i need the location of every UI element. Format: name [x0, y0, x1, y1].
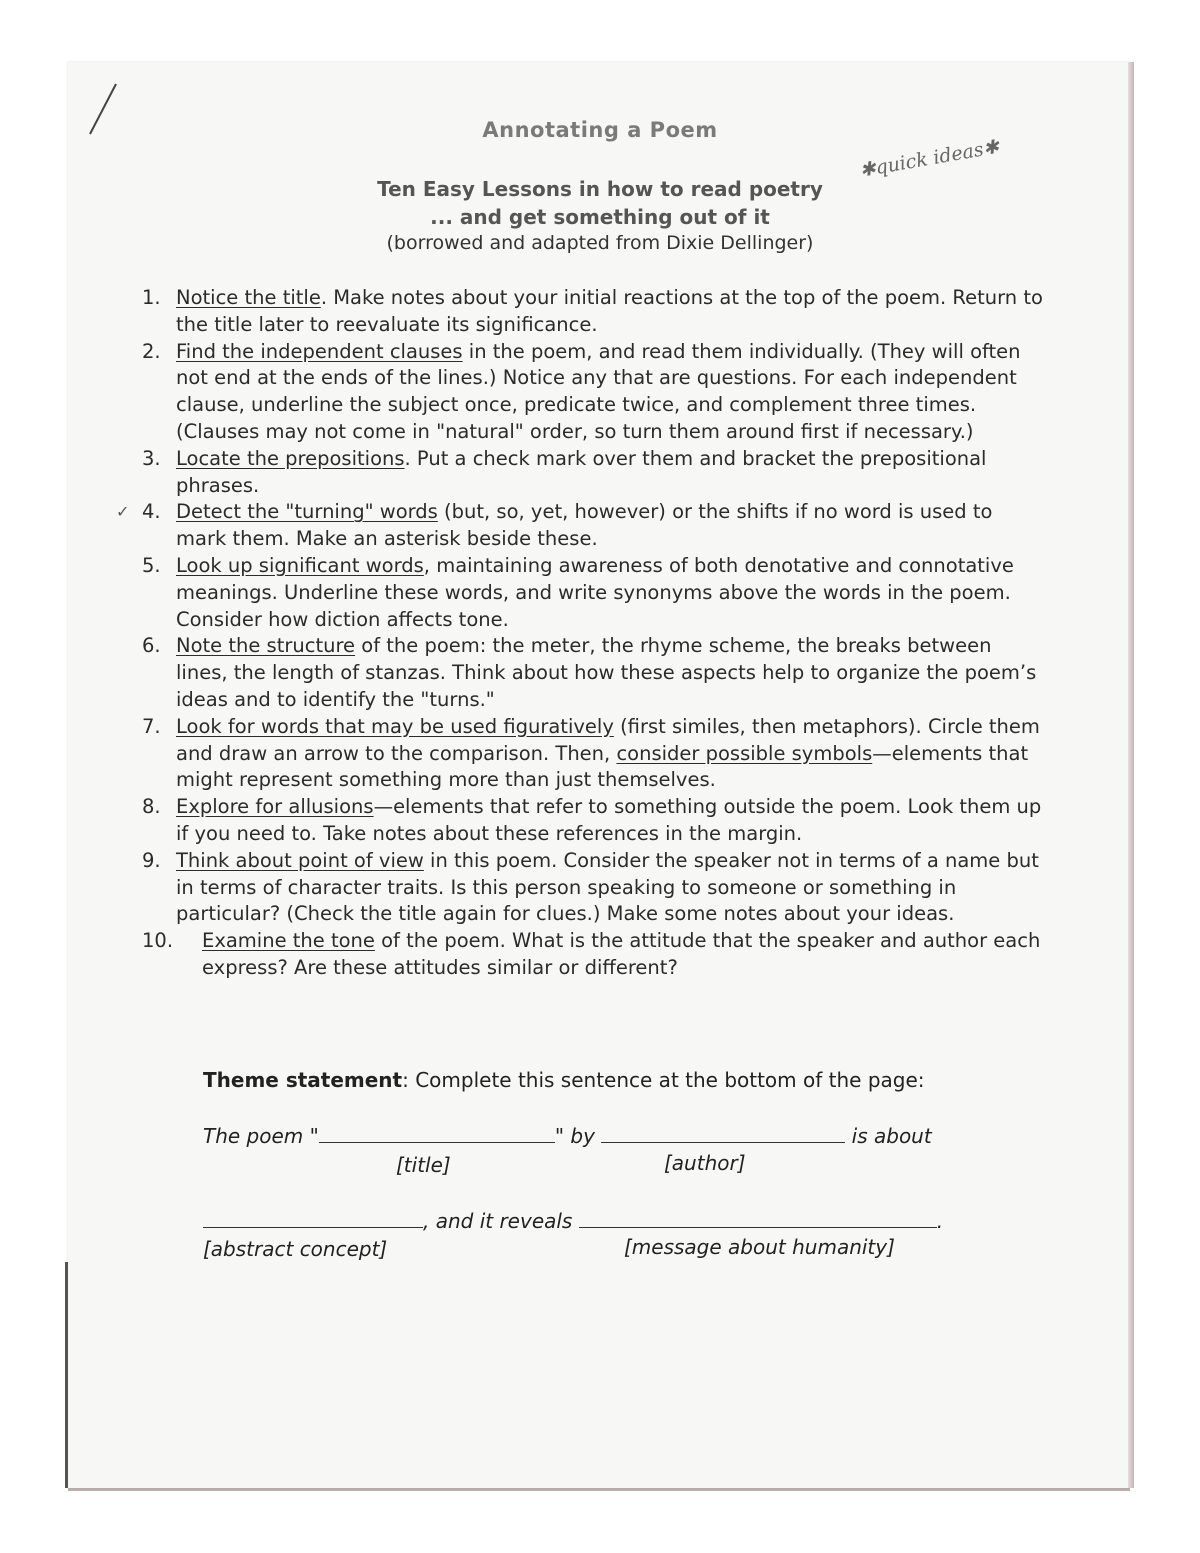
lesson-lead: Look up significant words [176, 553, 424, 577]
lessons-list [116, 285, 1047, 982]
caption-abstract: [abstract concept] [203, 1237, 388, 1261]
caption-title: [title] [396, 1153, 451, 1177]
list-item: 8. Explore for allusions—elements that refer to something outside the poem. Look them up if you need to. Take notes about these references in the margin. [142, 795, 1042, 845]
list-item: ✓ 4. Detect the "turning" words (but, so, yet, however) or the shifts if no word is used to mark them. Make an asterisk beside these. [116, 500, 993, 551]
list-item: 7. Look for words that may be used figuratively (first similes, then metaphors). Circle them and draw an arrow to the comparison. Then, consider possible symbols—elements that might represent something more than just themselves. [142, 714, 1040, 792]
page-edge-right [1128, 62, 1134, 1488]
list-item: 5. Look up significant words, maintaining awareness of both denotative and connotative meanings. Underline these words, and write synonyms above the words in the poem. Consider how diction affects tone. [142, 553, 1014, 631]
list-item: 10. Examine the tone of the poem. What is the attitude that the speaker and author each express? Are these attitudes similar or different? [142, 929, 1041, 979]
lesson-lead: Think about point of view [176, 848, 424, 872]
lesson-lead: Look for words that may be used figuratively [176, 714, 614, 738]
lesson-lead: Detect the "turning" words [176, 500, 438, 524]
list-item: 1. Notice the title. Make notes about your initial reactions at the top of the poem. Return to the title later to reevaluate its significance. [142, 286, 1043, 336]
handwritten-note: ✱quick ideas✱ [858, 135, 1001, 182]
page-edge-left [65, 1262, 68, 1488]
page-title: Annotating a Poem [482, 118, 718, 142]
list-item: 9. Think about point of view in this poem. Consider the speaker not in terms of a name but in terms of character traits. Is this person speaking to someone or something in particular? (Check the title again for clues.) Make some notes about your ideas. [142, 848, 1039, 926]
subtitle-line2: ... and get something out of it [430, 205, 770, 229]
lesson-lead: Notice the title [176, 286, 321, 309]
title-blank[interactable] [319, 1142, 555, 1143]
theme-line2: , and it reveals . [203, 1209, 943, 1233]
list-item: 3. Locate the prepositions. Put a check mark over them and bracket the prepositional phrases. [142, 446, 987, 497]
attribution: (borrowed and adapted from Dixie Dellinger) [386, 232, 814, 254]
lesson-lead: Locate the prepositions [176, 446, 405, 470]
lesson-lead: Explore for allusions [176, 795, 374, 819]
list-item: 6. Note the structure of the poem: the meter, the rhyme scheme, the breaks between lines, the length of stanzas. Think about how these aspects help to organize the poem’s ideas and to identify the "turns." [142, 634, 1037, 711]
message-blank[interactable] [579, 1227, 937, 1228]
lesson-lead: Note the structure [176, 634, 356, 658]
author-blank[interactable] [601, 1142, 845, 1143]
subtitle-line1: Ten Easy Lessons in how to read poetry [377, 177, 823, 201]
caption-message: [message about humanity] [624, 1235, 895, 1259]
page-edge-bottom [68, 1488, 1130, 1491]
check-mark-icon: ✓ [116, 502, 130, 522]
list-item: 2. Find the independent clauses in the poem, and read them individually. (They will often not end at the ends of the lines.) Notice any that are questions. For each independent clause, underline the subject once, predicate twice, and complement three times. (Clauses may not come in "natural" order, so turn them around first if necessary.) [142, 339, 1021, 443]
lesson-lead-secondary: consider possible symbols [616, 741, 873, 765]
theme-line1: The poem " " by is about [203, 1124, 932, 1148]
theme-label: Theme statement [203, 1068, 403, 1092]
lesson-lead: Examine the tone [202, 929, 375, 953]
lesson-lead: Find the independent clauses [176, 339, 463, 363]
theme-instruction: Theme statement: Complete this sentence at the bottom of the page: [203, 1068, 925, 1092]
abstract-concept-blank[interactable] [203, 1227, 423, 1228]
caption-author: [author] [664, 1151, 746, 1175]
